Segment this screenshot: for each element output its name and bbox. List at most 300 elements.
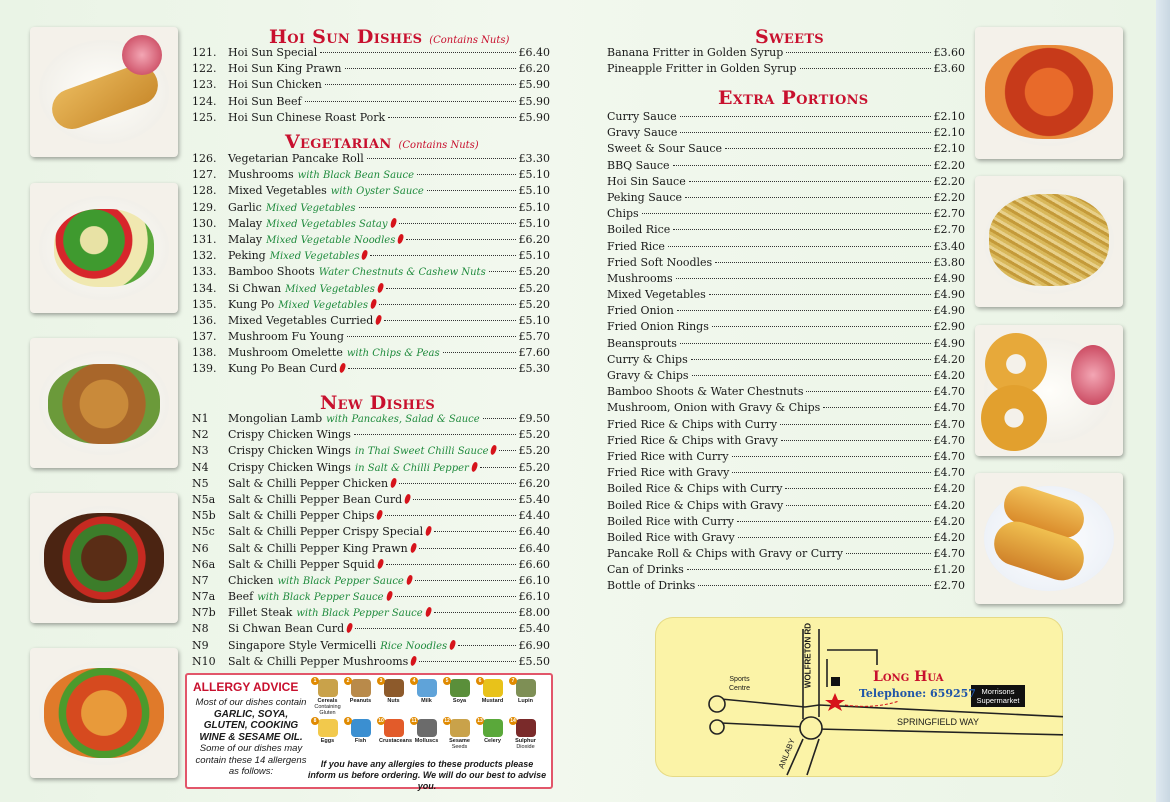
- item-price: £6.90: [518, 638, 550, 652]
- allergen-sublabel: Containing Gluten: [314, 704, 341, 716]
- menu-item: [607, 562, 965, 578]
- leader-dots: [386, 564, 516, 565]
- photo-spring-rolls: [30, 27, 178, 157]
- leader-dots: [458, 645, 515, 646]
- leader-dots: [680, 116, 931, 117]
- item-price: £2.70: [933, 579, 965, 593]
- item-number: 133.: [192, 265, 217, 279]
- item-name: Boiled Rice with Gravy: [607, 530, 735, 544]
- allergen-2-icon: [346, 679, 375, 704]
- new-dishes-list: [192, 411, 550, 670]
- item-price: £4.90: [933, 288, 965, 302]
- menu-item: [607, 125, 965, 141]
- new-dishes-title: New Dishes: [320, 392, 436, 414]
- item-price: £4.70: [933, 449, 965, 463]
- item-name: Pineapple Fritter in Golden Syrup: [607, 62, 797, 76]
- item-price: £4.20: [933, 369, 965, 382]
- item-number: 139.: [192, 362, 217, 376]
- allergy-footer: If you have any allergies to these products please inform us before ordering. We will do our best to advise you.: [307, 759, 547, 791]
- item-name: Salt & Chilli Pepper Mushrooms: [228, 654, 409, 668]
- menu-item: [607, 514, 965, 530]
- map-wolfreton-label: WOLFRETON RD: [803, 622, 813, 689]
- menu-item: [607, 141, 965, 157]
- chilli-icon: [385, 591, 393, 602]
- item-price: £5.10: [518, 249, 550, 263]
- allergen-sublabel: Seeds: [451, 744, 468, 750]
- extra-portions-title: Extra Portions: [718, 87, 869, 109]
- item-number: 126.: [192, 152, 217, 165]
- menu-item: [192, 573, 550, 589]
- leader-dots: [738, 537, 931, 538]
- item-name: Mixed Vegetables: [228, 184, 327, 198]
- item-name: Salt & Chilli Pepper Bean Curd: [228, 492, 403, 506]
- allergen-label: Cereals: [317, 698, 338, 704]
- chilli-icon: [397, 233, 405, 244]
- item-name: Crispy Chicken Wings: [228, 428, 351, 442]
- leader-dots: [781, 440, 931, 441]
- menu-item: [192, 110, 550, 126]
- leader-dots: [786, 52, 930, 53]
- item-number: N5c: [192, 525, 215, 539]
- chilli-icon: [376, 282, 384, 293]
- leader-dots: [443, 352, 516, 353]
- allergen-label: Mustard: [481, 698, 504, 704]
- allergen-number: 12: [444, 718, 450, 724]
- chilli-icon: [410, 655, 418, 666]
- item-name: Peking: [228, 249, 266, 263]
- sweets-title: Sweets: [755, 26, 825, 48]
- restaurant-telephone: Telephone: 659257: [859, 687, 976, 700]
- item-name: Fried Onion Rings: [607, 320, 709, 334]
- leader-dots: [785, 488, 930, 489]
- item-price: £5.40: [518, 492, 550, 506]
- chilli-icon: [424, 607, 432, 618]
- item-price: £4.70: [933, 547, 965, 561]
- menu-item: [192, 557, 550, 573]
- item-description: with Pancakes, Salad & Sauce: [326, 414, 480, 425]
- leader-dots: [355, 628, 515, 629]
- allergen-1-icon: [313, 679, 342, 716]
- allergen-label: Crustaceans: [379, 738, 413, 744]
- item-description: Water Chestnuts & Cashew Nuts: [318, 267, 486, 279]
- item-price: £5.10: [518, 168, 550, 182]
- leader-dots: [427, 190, 516, 191]
- item-price: £5.90: [518, 94, 550, 108]
- allergen-number: 10: [378, 718, 384, 724]
- item-price: £5.20: [518, 265, 550, 279]
- allergen-number: 3: [377, 677, 385, 685]
- menu-item: [192, 313, 550, 329]
- menu-item: [192, 297, 550, 313]
- allergy-advice-box: [185, 673, 553, 789]
- allergen-9-icon: [346, 719, 375, 744]
- item-price: £4.70: [933, 466, 965, 480]
- leader-dots: [386, 288, 516, 289]
- menu-item: [192, 605, 550, 621]
- chilli-icon: [376, 558, 384, 569]
- leader-dots: [483, 418, 516, 419]
- item-price: £5.10: [518, 184, 550, 198]
- allergen-14-icon: [511, 719, 540, 750]
- item-name: Fried Onion: [607, 304, 674, 318]
- item-price: £5.20: [518, 444, 550, 458]
- item-name: Mushrooms: [228, 168, 294, 182]
- menu-item: [192, 248, 550, 264]
- item-description: with Black Pepper Sauce: [296, 608, 423, 620]
- item-number: 122.: [192, 62, 217, 76]
- item-description: with Oyster Sauce: [330, 186, 424, 198]
- allergen-glyph: [318, 719, 338, 737]
- menu-item: [192, 654, 550, 670]
- item-price: £2.70: [933, 223, 965, 237]
- item-number: N7b: [192, 606, 216, 620]
- item-name: BBQ Sauce: [607, 158, 670, 172]
- allergen-sublabel: Dioxide: [516, 744, 535, 750]
- menu-item: [607, 255, 965, 271]
- leader-dots: [676, 278, 931, 279]
- item-name: Hoi Sun Beef: [228, 94, 302, 108]
- leader-dots: [668, 246, 931, 247]
- allergen-5-icon: [445, 679, 474, 704]
- item-name: Mongolian Lamb: [228, 412, 323, 425]
- item-number: N5: [192, 476, 209, 490]
- menu-item: [607, 109, 965, 125]
- map-springfield-label: SPRINGFIELD WAY: [897, 717, 980, 727]
- item-description: with Black Pepper Sauce: [277, 575, 404, 587]
- photo-banana-fritters: [975, 473, 1123, 604]
- map-morrisons-label: Morrisons Supermarket: [976, 687, 1020, 705]
- allergen-number: 4: [410, 677, 418, 685]
- photo-black-pepper: [30, 493, 178, 623]
- item-number: 137.: [192, 330, 217, 344]
- allergen-number: 11: [411, 718, 417, 724]
- leader-dots: [680, 343, 931, 344]
- allergen-7-icon: [511, 679, 540, 704]
- menu-item: [192, 167, 550, 183]
- menu-item: [607, 578, 965, 594]
- item-number: N4: [192, 460, 209, 474]
- leader-dots: [434, 612, 516, 613]
- allergen-number: 13: [477, 718, 483, 724]
- leader-dots: [689, 181, 931, 182]
- allergen-label: Sulphur: [515, 738, 536, 744]
- item-price: £4.20: [933, 482, 965, 496]
- item-number: 136.: [192, 313, 217, 327]
- allergen-label: Lupin: [518, 698, 533, 704]
- item-number: N7: [192, 573, 209, 587]
- menu-item: [192, 541, 550, 557]
- item-name: Salt & Chilli Pepper Squid: [228, 557, 375, 571]
- allergen-glyph: [483, 719, 503, 737]
- item-price: £9.50: [518, 412, 550, 425]
- leader-dots: [673, 229, 930, 230]
- allergy-title: ALLERGY ADVICE: [193, 680, 299, 694]
- item-name: Vegetarian Pancake Roll: [228, 152, 364, 165]
- vegetarian-title: Vegetarian (Contains Nuts): [285, 131, 479, 153]
- vegetarian-list: [192, 151, 550, 378]
- chilli-icon: [390, 477, 398, 488]
- allergen-label: Fish: [354, 738, 367, 744]
- item-name: Mushroom, Onion with Gravy & Chips: [607, 401, 821, 415]
- menu-item: [192, 361, 550, 377]
- item-price: £1.20: [933, 563, 965, 577]
- item-name: Fried Rice & Chips with Gravy: [607, 433, 778, 447]
- allergen-4-icon: [412, 679, 441, 704]
- item-price: £4.90: [933, 271, 965, 285]
- menu-item: [192, 329, 550, 345]
- menu-item: [607, 336, 965, 352]
- leader-dots: [434, 531, 515, 532]
- item-price: £2.70: [933, 207, 965, 221]
- allergen-13-icon: [478, 719, 507, 744]
- item-name: Curry & Chips: [607, 352, 688, 366]
- item-price: £3.60: [933, 62, 965, 76]
- allergy-text: Most of our dishes contain GARLIC, SOYA, GLUTEN, COOKING WINE & SESAME OIL. Some of our dishes may contain these 14 allergens as follows:: [195, 697, 307, 777]
- allergen-glyph: [384, 679, 404, 697]
- item-name: Hoi Sun Special: [228, 46, 318, 59]
- menu-item: [192, 281, 550, 297]
- hoi-sun-title: Hoi Sun Dishes (Contains Nuts): [269, 26, 510, 48]
- item-description: in Thai Sweet Chilli Sauce: [354, 446, 489, 458]
- menu-item: [192, 345, 550, 361]
- menu-item: [607, 433, 965, 449]
- item-number: N8: [192, 622, 209, 636]
- item-name: Boiled Rice: [607, 223, 671, 237]
- menu-item: [192, 216, 550, 232]
- item-number: 125.: [192, 110, 217, 124]
- item-price: £5.90: [518, 78, 550, 92]
- allergen-label: Molluscs: [414, 738, 439, 744]
- item-price: £6.20: [518, 476, 550, 490]
- item-price: £4.20: [933, 514, 965, 528]
- leader-dots: [325, 84, 516, 85]
- item-price: £8.00: [518, 606, 550, 620]
- leader-dots: [417, 174, 515, 175]
- allergen-label: Celery: [484, 738, 501, 744]
- allergen-glyph: [351, 679, 371, 697]
- menu-item: [192, 492, 550, 508]
- item-number: 129.: [192, 200, 217, 214]
- item-number: N9: [192, 638, 209, 652]
- photo-singapore-noodles: [975, 176, 1123, 307]
- item-name: Gravy & Chips: [607, 369, 689, 382]
- item-number: 127.: [192, 168, 217, 182]
- chilli-icon: [339, 363, 347, 374]
- leader-dots: [737, 521, 931, 522]
- allergen-label: Nuts: [387, 698, 400, 704]
- chilli-icon: [389, 217, 397, 228]
- item-number: N1: [192, 412, 209, 425]
- item-number: N7a: [192, 590, 216, 604]
- extra-portions-list: [607, 109, 965, 595]
- chilli-icon: [361, 250, 369, 261]
- leader-dots: [698, 585, 930, 586]
- menu-item: [607, 481, 965, 497]
- item-name: Fried Rice: [607, 239, 665, 253]
- allergen-glyph: [516, 679, 536, 697]
- leader-dots: [480, 467, 516, 468]
- item-price: £2.20: [933, 190, 965, 204]
- chilli-icon: [470, 461, 478, 472]
- item-price: £6.10: [518, 573, 550, 587]
- item-price: £3.30: [518, 152, 550, 165]
- item-name: Sweet & Sour Sauce: [607, 142, 723, 156]
- item-price: £4.90: [933, 336, 965, 350]
- menu-item: [607, 368, 965, 384]
- item-description: Rice Noodles: [380, 640, 448, 652]
- item-number: N6a: [192, 557, 216, 571]
- page-edge: [1156, 0, 1170, 802]
- leader-dots: [489, 271, 516, 272]
- menu-item: [607, 465, 965, 481]
- allergen-label: Milk: [421, 698, 432, 704]
- allergen-glyph: [483, 679, 503, 697]
- allergen-number: 9: [344, 717, 352, 725]
- menu-item: [607, 417, 965, 433]
- leader-dots: [406, 239, 515, 240]
- item-name: Hoi Sun King Prawn: [228, 62, 342, 76]
- allergen-number: 7: [509, 677, 517, 685]
- menu-item: [607, 174, 965, 190]
- allergen-label: Sesame: [449, 738, 470, 744]
- menu-item: [192, 61, 550, 77]
- chilli-icon: [404, 493, 412, 504]
- leader-dots: [499, 450, 515, 451]
- menu-item: [192, 77, 550, 93]
- allergen-glyph: [318, 679, 338, 697]
- chilli-icon: [490, 445, 498, 456]
- allergen-label: Peanuts: [349, 698, 372, 704]
- menu-item: [192, 589, 550, 605]
- item-name: Mushrooms: [607, 271, 673, 285]
- item-price: £4.70: [933, 401, 965, 415]
- item-price: £2.20: [933, 174, 965, 188]
- menu-item: [607, 530, 965, 546]
- leader-dots: [673, 165, 931, 166]
- item-price: £7.60: [518, 346, 550, 360]
- item-price: £2.10: [933, 126, 965, 140]
- item-price: £4.70: [933, 417, 965, 431]
- allergen-glyph: [417, 679, 437, 697]
- leader-dots: [399, 223, 516, 224]
- item-description: Mixed Vegetables: [278, 299, 369, 311]
- allergen-glyph: [384, 719, 404, 737]
- leader-dots: [685, 197, 930, 198]
- item-price: £5.20: [518, 460, 550, 474]
- item-name: Peking Sauce: [607, 190, 683, 204]
- item-description: with Chips & Peas: [346, 348, 440, 360]
- location-map: [655, 617, 1063, 777]
- item-price: £6.40: [518, 541, 550, 555]
- chilli-icon: [405, 574, 413, 585]
- item-name: Crispy Chicken Wings: [228, 444, 351, 458]
- item-number: 128.: [192, 184, 217, 198]
- item-number: 130.: [192, 216, 217, 230]
- item-name: Fried Rice with Gravy: [607, 466, 730, 480]
- item-price: £5.50: [518, 654, 550, 668]
- chilli-icon: [449, 639, 457, 650]
- item-description: Mixed Vegetables: [285, 283, 375, 295]
- leader-dots: [806, 391, 930, 392]
- item-description: with Black Pepper Sauce: [257, 592, 384, 604]
- item-name: Kung Po: [228, 297, 275, 311]
- item-price: £5.40: [518, 622, 550, 636]
- leader-dots: [367, 158, 516, 159]
- item-name: Curry Sauce: [607, 110, 677, 123]
- menu-item: [192, 460, 550, 476]
- leader-dots: [786, 505, 930, 506]
- menu-item: [607, 222, 965, 238]
- item-name: Pancake Roll & Chips with Gravy or Curry: [607, 547, 843, 561]
- menu-item: [607, 303, 965, 319]
- photo-vegetables: [30, 183, 178, 313]
- item-name: Salt & Chilli Pepper Chips: [228, 509, 375, 523]
- item-name: Crispy Chicken Wings: [228, 460, 351, 474]
- allergen-8-icon: [313, 719, 342, 744]
- allergen-number: 6: [476, 677, 484, 685]
- chilli-icon: [409, 542, 417, 553]
- item-name: Kung Po Bean Curd: [228, 362, 338, 376]
- item-description: in Salt & Chilli Pepper: [354, 462, 469, 474]
- menu-item: [192, 94, 550, 110]
- item-price: £5.20: [518, 428, 550, 442]
- leader-dots: [385, 515, 515, 516]
- item-price: £2.20: [933, 158, 965, 172]
- leader-dots: [415, 580, 516, 581]
- menu-item: [192, 476, 550, 492]
- leader-dots: [846, 553, 931, 554]
- leader-dots: [354, 434, 516, 435]
- menu-item: [192, 524, 550, 540]
- item-number: 121.: [192, 46, 217, 59]
- item-number: 123.: [192, 78, 217, 92]
- item-number: 124.: [192, 94, 217, 108]
- menu-item: [607, 319, 965, 335]
- allergen-label: Soya: [452, 698, 467, 704]
- item-name: Bamboo Shoots & Water Chestnuts: [607, 385, 804, 399]
- item-name: Singapore Style Vermicelli: [228, 638, 377, 652]
- item-name: Mixed Vegetables Curried: [228, 313, 374, 327]
- menu-item: [607, 206, 965, 222]
- item-description: Mixed Vegetables Satay: [266, 218, 388, 230]
- item-number: 135.: [192, 297, 217, 311]
- item-name: Boiled Rice & Chips with Curry: [607, 482, 783, 496]
- leader-dots: [712, 326, 931, 327]
- allergen-glyph: [450, 719, 470, 737]
- sweets-list: [607, 45, 965, 77]
- item-name: Salt & Chilli Pepper King Prawn: [228, 541, 408, 555]
- leader-dots: [715, 262, 930, 263]
- leader-dots: [677, 310, 931, 311]
- item-name: Salt & Chilli Pepper Chicken: [228, 476, 389, 490]
- item-name: Boiled Rice & Chips with Gravy: [607, 498, 784, 512]
- leader-dots: [709, 294, 931, 295]
- menu-item: [607, 384, 965, 400]
- allergen-glyph: [450, 679, 470, 697]
- item-number: 132.: [192, 249, 217, 263]
- item-name: Beansprouts: [607, 336, 677, 350]
- item-price: £2.10: [933, 142, 965, 156]
- item-price: £3.60: [933, 46, 965, 59]
- leader-dots: [725, 148, 930, 149]
- leader-dots: [419, 661, 515, 662]
- item-price: £4.70: [933, 433, 965, 447]
- item-description: Mixed Vegetables: [265, 202, 356, 214]
- item-price: £5.10: [518, 313, 550, 327]
- item-name: Mixed Vegetables: [607, 288, 706, 302]
- menu-item: [607, 271, 965, 287]
- item-number: 131.: [192, 232, 217, 246]
